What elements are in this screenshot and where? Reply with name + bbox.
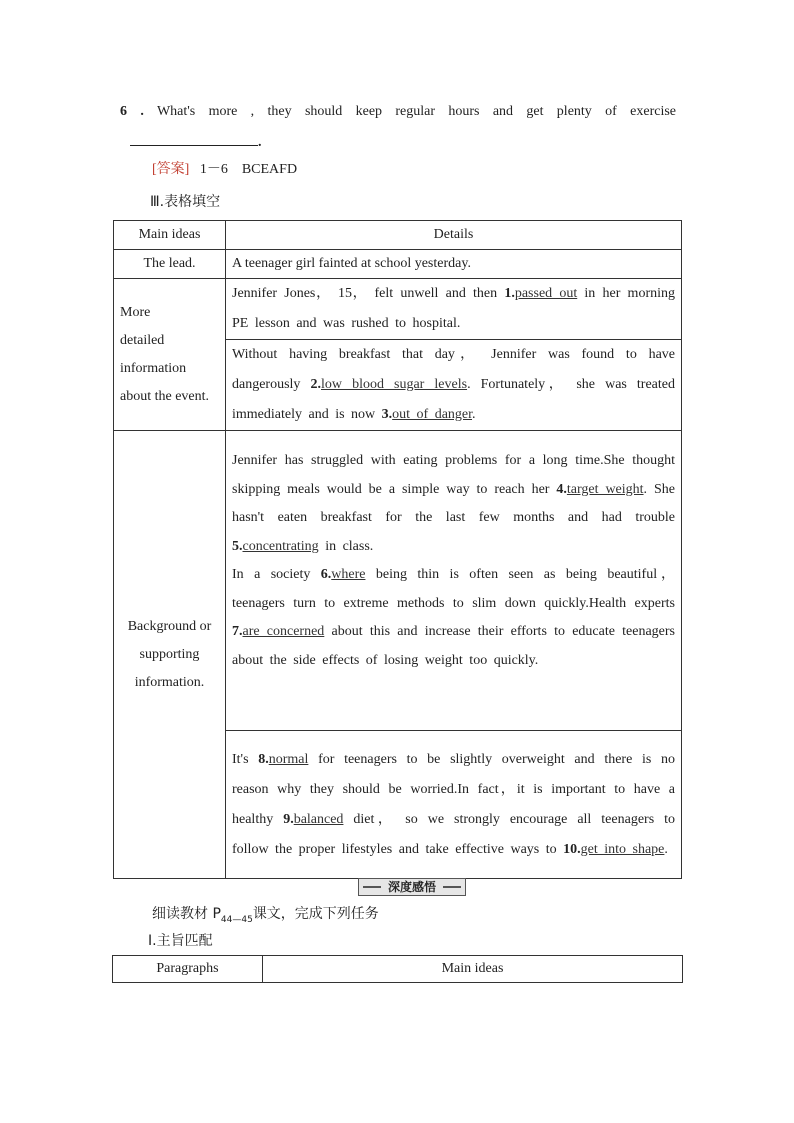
- reading-task-post: 课文，完成下列任务: [252, 906, 379, 922]
- table2-header-row: [113, 956, 683, 983]
- table-row-background-1: [114, 431, 682, 731]
- background-detail-2: [226, 731, 682, 879]
- section-title-main-idea: Ⅰ.主旨匹配: [148, 933, 213, 949]
- table-header-row: [114, 221, 682, 250]
- header-paragraphs: Paragraphs: [113, 956, 263, 983]
- answer-4: target weight: [566, 481, 644, 497]
- table-row-lead: [114, 250, 682, 279]
- table-main-idea-matching: [112, 955, 683, 983]
- blank-number: 7.: [232, 624, 243, 639]
- background-text: . She hasn't eaten breakfast for the last few months and had trouble: [232, 481, 675, 525]
- blank-number: 4.: [556, 481, 567, 497]
- reading-task-pages: 44—45: [220, 914, 253, 925]
- answer-6: where: [331, 567, 366, 582]
- background-label-cell: [114, 431, 226, 879]
- header-main-ideas: Main ideas: [114, 221, 226, 250]
- event-text: .: [472, 407, 476, 422]
- answer-tag: [答案]: [152, 162, 190, 177]
- question-number: 6 .: [120, 104, 144, 119]
- event-label-line3: about the event.: [120, 388, 210, 404]
- table-fill-in: [113, 220, 682, 879]
- table-row-event-1: [114, 279, 682, 340]
- event-label-line2: information: [120, 360, 187, 376]
- background-text: about this and increase their efforts to educate teenagers about the side effects of losing weight too quickly.: [232, 624, 675, 668]
- event-label-cell: [114, 279, 226, 431]
- header-details: Details: [226, 221, 682, 250]
- background-label-line3: information.: [134, 674, 205, 690]
- blank-number: 2.: [310, 377, 321, 392]
- event-detail-2: [226, 340, 682, 431]
- blank-number: 5.: [232, 538, 243, 554]
- answer-range: 1－6: [199, 162, 228, 177]
- banner-text: 深度感悟: [387, 880, 436, 894]
- blank-number: 9.: [283, 811, 294, 827]
- background-detail-1: [226, 431, 682, 731]
- event-text: Without having breakfast that day， Jennifer was found to have dangerously: [232, 347, 675, 392]
- background-text: in class.: [325, 538, 374, 554]
- event-detail-1: [226, 279, 682, 340]
- event-text: . Fortunately， she was treated immediately and is now: [232, 377, 675, 422]
- event-text: Jennifer Jones， 15， felt unwell and then: [232, 286, 498, 301]
- reading-task-pre: 细读教材 P: [152, 906, 221, 922]
- answer-7: are concerned: [242, 624, 325, 639]
- answer-2: low blood sugar levels: [321, 377, 468, 392]
- background-text: Jennifer has struggled with eating problems for a long time.She thought skipping meals would be a simple way to reach her: [232, 453, 675, 497]
- event-label-line1: More detailed: [120, 304, 165, 348]
- answer-8: normal: [268, 751, 309, 767]
- answer-5: concentrating: [242, 538, 319, 554]
- question-text: What's more , they should keep regular hours and get plenty of exercise: [156, 104, 676, 119]
- section-banner: [358, 878, 466, 896]
- reading-task: [152, 903, 379, 925]
- blank-number: 1.: [504, 286, 515, 301]
- header-main-ideas-2: Main ideas: [263, 956, 683, 983]
- blank-number: 8.: [258, 751, 269, 767]
- answer-9: balanced: [293, 811, 344, 827]
- question-end: .: [258, 135, 262, 150]
- answer-3: out of danger: [392, 407, 473, 422]
- background-text: It's: [232, 751, 249, 767]
- background-text: being thin is often seen as being beautiful， teenagers turn to extreme methods to slim down quickly.Health experts: [232, 567, 675, 611]
- background-text: .: [664, 841, 668, 857]
- background-text: diet， so we strongly encourage all teenagers to follow the proper lifestyles and take effective ways to: [232, 811, 675, 857]
- answer-value: BCEAFD: [241, 162, 298, 177]
- lead-detail: A teenager girl fainted at school yesterday.: [226, 250, 682, 279]
- background-label-line2: supporting: [139, 646, 200, 662]
- blank-number: 6.: [320, 567, 332, 582]
- question-6: [120, 96, 676, 158]
- lead-label: The lead.: [114, 250, 226, 279]
- answer-10: get into shape: [580, 841, 665, 857]
- answer-line: [152, 158, 297, 178]
- event-text: in her morning PE lesson and was rushed to hospital.: [232, 286, 675, 331]
- answer-1: passed out: [514, 286, 578, 301]
- background-text: for teenagers to be slightly overweight and there is no reason why they should be worried.In fact，it is important to have a healthy: [232, 751, 675, 827]
- section-title-table-fill: Ⅲ.表格填空: [150, 194, 221, 210]
- blank-number: 10.: [563, 841, 581, 857]
- background-text: In a society: [232, 567, 311, 582]
- answer-blank[interactable]: [130, 133, 258, 146]
- background-label-line1: Background or: [127, 618, 212, 634]
- blank-number: 3.: [381, 407, 393, 422]
